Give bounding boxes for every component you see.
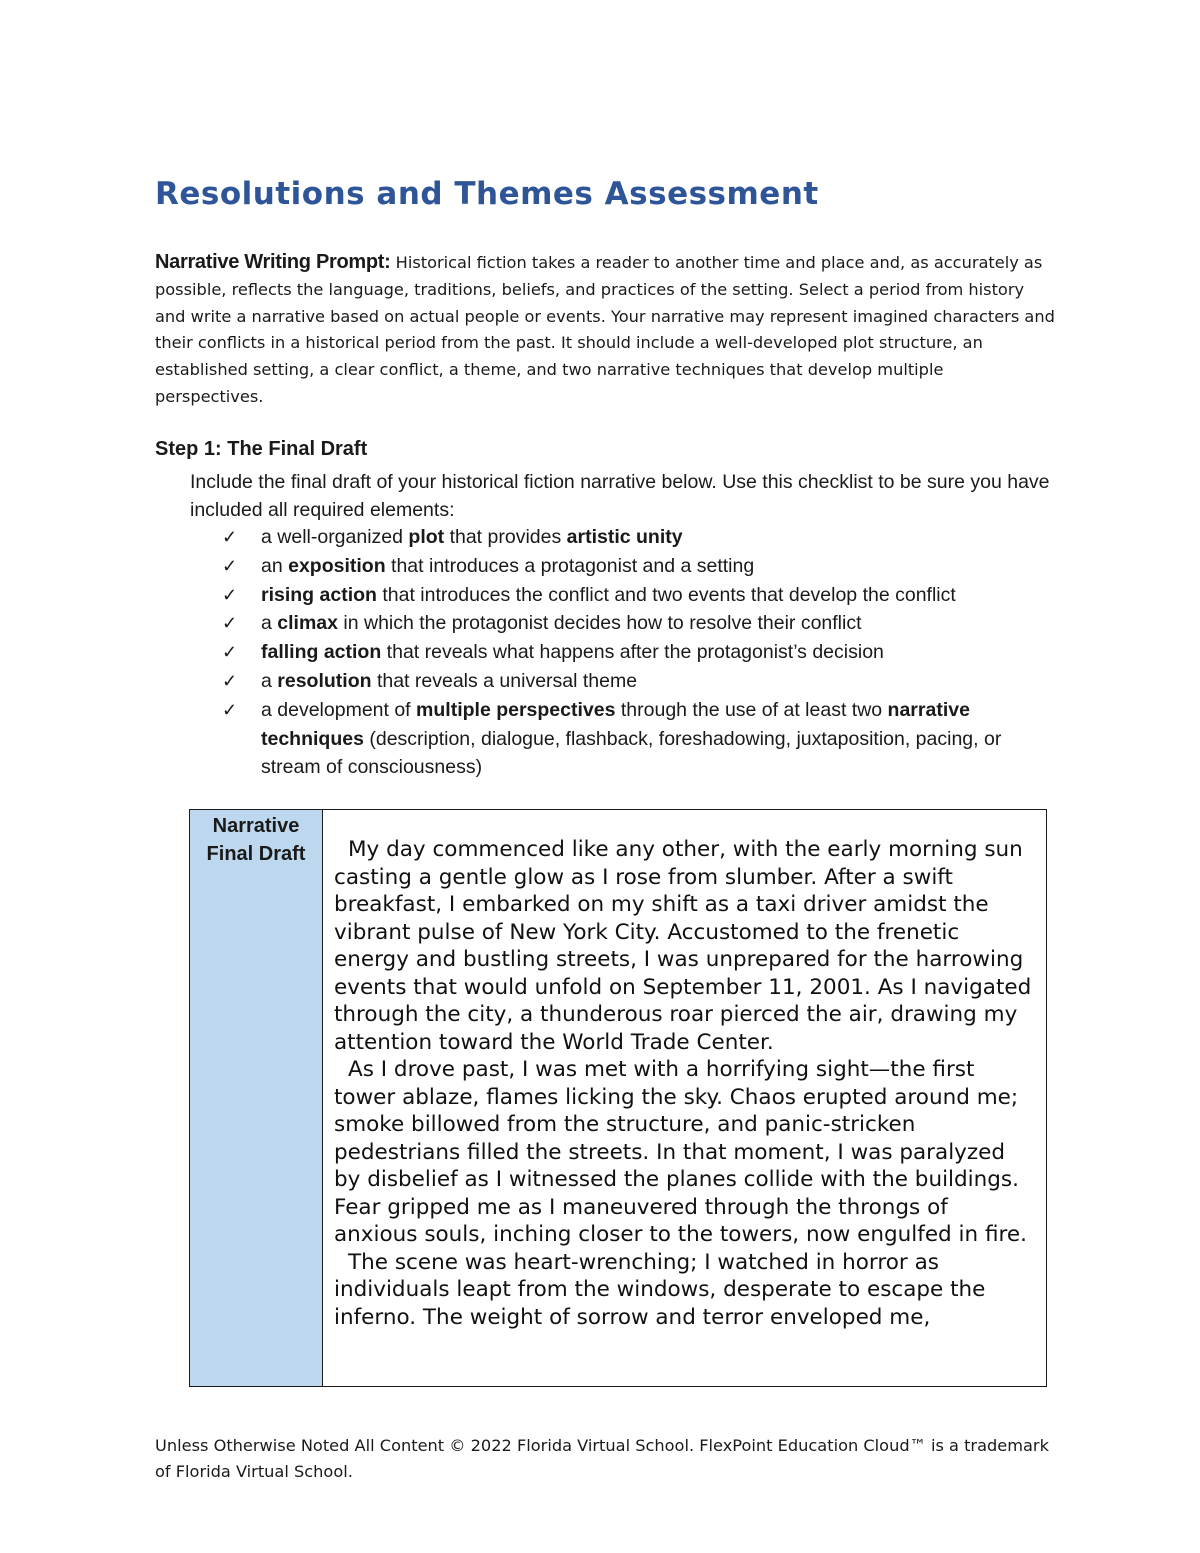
check-icon: ✓ xyxy=(222,670,238,691)
check-icon: ✓ xyxy=(222,642,238,663)
checklist-item: ✓ a climax in which the protagonist decides how to resolve their conflict xyxy=(222,609,1062,638)
checklist-item: ✓ a resolution that reveals a universal theme xyxy=(222,667,1062,696)
checklist xyxy=(222,523,1062,782)
step-intro: Include the final draft of your historical fiction narrative below. Use this checklist to be sure you have included all required elements: xyxy=(190,471,1050,521)
draft-text-cell[interactable] xyxy=(323,810,1046,1386)
prompt-text: Historical fiction takes a reader to another time and place and, as accurately as possible, reflects the language, traditions, beliefs, and practices of the setting. Select a period from history and write a narrative based on actual people or events. Your narrative may represent imagined characters and their conflicts in a historical period from the past. It should include a well-developed plot structure, an established setting, a clear conflict, a theme, and two narrative techniques that develop multiple perspectives. xyxy=(155,253,1055,406)
checklist-item: ✓ a development of multiple perspectives through the use of at least two narrative techniques (description, dialogue, flashback, foreshadowing, juxtaposition, pacing, or stream of consciousness) xyxy=(222,696,1062,782)
checklist-item: ✓ an exposition that introduces a protagonist and a setting xyxy=(222,552,1062,581)
copyright-footer: Unless Otherwise Noted All Content © 2022 Florida Virtual School. FlexPoint Education Cloud™ is a trademark of Florida Virtual School. xyxy=(155,1436,1049,1481)
draft-paragraph: The scene was heart-wrenching; I watched in horror as individuals leapt from the windows, desperate to escape the inferno. The weight of sorrow and terror enveloped me, xyxy=(334,1249,986,1330)
writing-prompt xyxy=(155,249,1055,411)
checklist-item: ✓ rising action that introduces the conflict and two events that develop the conflict xyxy=(222,581,1062,610)
draft-paragraph: My day commenced like any other, with the early morning sun casting a gentle glow as I rose from slumber. After a swift breakfast, I embarked on my shift as a taxi driver amidst the vibrant pulse of New York City. Accustomed to the frenetic energy and bustling streets, I was unprepared for the harrowing events that would unfold on September 11, 2001. As I navigated through the city, a thunderous roar pierced the air, drawing my attention toward the World Trade Center. xyxy=(334,837,1032,1055)
checklist-item: ✓ falling action that reveals what happens after the protagonist’s decision xyxy=(222,638,1062,667)
check-icon: ✓ xyxy=(222,613,238,634)
check-icon: ✓ xyxy=(222,584,238,605)
final-draft-table xyxy=(189,809,1047,1387)
checklist-item: ✓ a well-organized plot that provides artistic unity xyxy=(222,523,1062,552)
draft-paragraph: As I drove past, I was met with a horrifying sight—the first tower ablaze, flames licking the sky. Chaos erupted around me; smoke billowed from the structure, and panic-stricken pedestrians filled the streets. In that moment, I was paralyzed by disbelief as I witnessed the planes collide with the buildings. Fear gripped me as I maneuvered through the throngs of anxious souls, inching closer to the towers, now engulfed in fire. xyxy=(334,1057,1027,1247)
page-title: Resolutions and Themes Assessment xyxy=(155,176,819,212)
draft-label: Narrative Final Draft xyxy=(206,815,306,865)
prompt-label: Narrative Writing Prompt: xyxy=(155,251,391,273)
check-icon: ✓ xyxy=(222,699,238,720)
step-heading: Step 1: The Final Draft xyxy=(155,438,368,460)
check-icon: ✓ xyxy=(222,555,238,576)
draft-label-cell xyxy=(190,810,323,1386)
check-icon: ✓ xyxy=(222,527,238,547)
